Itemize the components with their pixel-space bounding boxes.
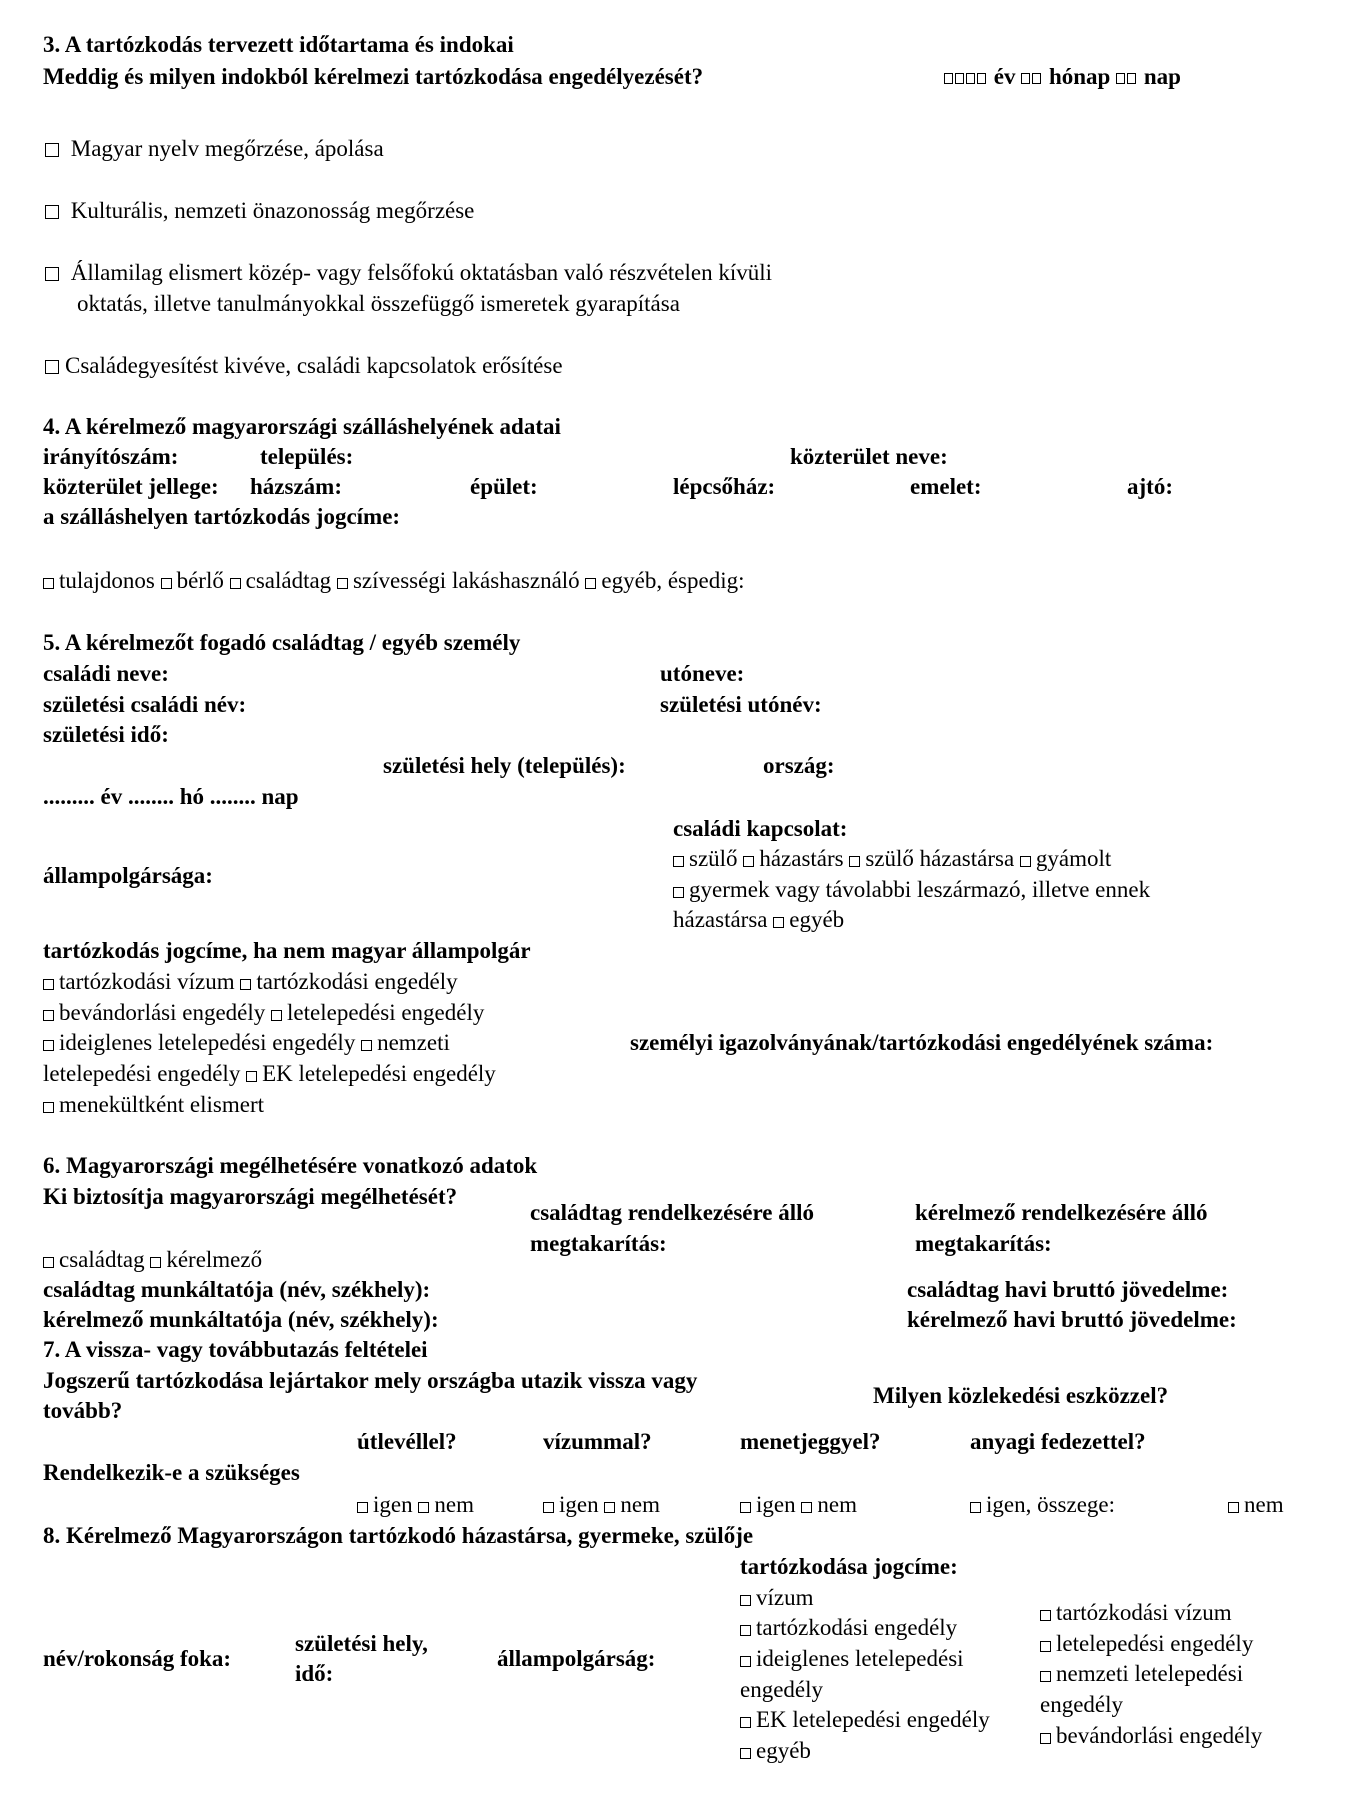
s7-heading: 7. A vissza- vagy továbbutazás feltételei <box>43 1337 428 1362</box>
name-col-label: név/rokonság foka: <box>43 1646 232 1671</box>
checkbox[interactable] <box>740 1595 751 1606</box>
checkbox[interactable] <box>45 360 59 374</box>
checkbox[interactable] <box>543 1502 554 1513</box>
birth-given-name-label: születési utónév: <box>660 692 822 717</box>
checkbox[interactable] <box>45 143 59 157</box>
transport-label: Milyen közlekedési eszközzel? <box>873 1383 1169 1408</box>
month-label: hónap <box>1048 64 1111 89</box>
checkbox[interactable] <box>150 1257 161 1268</box>
checkbox[interactable] <box>849 856 860 867</box>
reason-2[interactable] <box>45 198 474 224</box>
residence-line-3 <box>43 1030 450 1056</box>
app-employer-label: kérelmező munkáltatója (név, székhely): <box>43 1307 439 1332</box>
checkbox[interactable] <box>361 1040 372 1051</box>
s8-left-opt-1 <box>740 1585 814 1611</box>
checkbox[interactable] <box>1040 1641 1051 1652</box>
floor-label: emelet: <box>910 474 982 499</box>
checkbox[interactable] <box>773 917 784 928</box>
checkbox[interactable] <box>1020 856 1031 867</box>
fam-savings-2: megtakarítás: <box>530 1231 667 1256</box>
rel-parent: szülő <box>689 846 738 871</box>
res-temp-settlement: ideiglenes letelepedési engedély <box>59 1030 356 1055</box>
birth-date-label: születési idő: <box>43 722 169 747</box>
year-label: év <box>993 64 1016 89</box>
street-type-label: közterület jellege: <box>43 474 219 499</box>
s5-heading: 5. A kérelmezőt fogadó családtag / egyéb személy <box>43 630 521 655</box>
month-boxes[interactable] <box>1021 64 1043 89</box>
checkbox[interactable] <box>43 1102 54 1113</box>
relationship-label: családi kapcsolat: <box>673 816 848 841</box>
funds-yes-amount: igen, összege: <box>986 1492 1116 1517</box>
birth-col-2: idő: <box>295 1661 334 1686</box>
checkbox[interactable] <box>740 1656 751 1667</box>
s8-right-opt-3 <box>1040 1661 1243 1687</box>
city-label: település: <box>260 444 354 469</box>
s7-question-2: tovább? <box>43 1398 123 1423</box>
res-permit: tartózkodási engedély <box>256 969 458 994</box>
reason-4[interactable] <box>45 353 563 379</box>
checkbox[interactable] <box>673 856 684 867</box>
s4-heading: 4. A kérelmező magyarországi szálláshelyének adatai <box>43 414 561 439</box>
res-visa: tartózkodási vízum <box>59 969 235 994</box>
checkbox[interactable] <box>43 1010 54 1021</box>
checkbox[interactable] <box>418 1502 429 1513</box>
checkbox[interactable] <box>1040 1733 1051 1744</box>
visa-yes: igen <box>559 1492 599 1517</box>
opt-settlement: letelepedési engedély <box>1056 1631 1254 1656</box>
funds-no: nem <box>1244 1492 1284 1517</box>
checkbox[interactable] <box>801 1502 812 1513</box>
res-immigration: bevándorlási engedély <box>59 1000 266 1025</box>
residence-line-4 <box>43 1061 496 1087</box>
s3-heading: 3. A tartózkodás tervezett időtartama és indokai <box>43 32 514 57</box>
checkbox[interactable] <box>740 1625 751 1636</box>
opt-other: egyéb, éspedig: <box>601 568 745 593</box>
app-income-label: kérelmező havi bruttó jövedelme: <box>907 1307 1237 1332</box>
has-needed-label: Rendelkezik-e a szükséges <box>43 1460 300 1485</box>
opt-ek-settlement: EK letelepedési engedély <box>756 1707 990 1732</box>
s8-right-opt-4 <box>1040 1723 1262 1749</box>
reason-3-cont: oktatás, illetve tanulmányokkal összefüggő ismeretek gyarapítása <box>77 291 680 316</box>
fam-employer-label: családtag munkáltatója (név, székhely): <box>43 1277 431 1302</box>
s7-question-1: Jogszerű tartózkodása lejártakor mely országba utazik vissza vagy <box>43 1368 698 1393</box>
ticket-label: menetjeggyel? <box>740 1429 881 1454</box>
checkbox[interactable] <box>271 1010 282 1021</box>
residence-line-1 <box>43 969 458 995</box>
res-refugee: menekültként elismert <box>59 1092 265 1117</box>
fam-income-label: családtag havi bruttó jövedelme: <box>907 1277 1229 1302</box>
duration-fields <box>944 64 1181 90</box>
checkbox[interactable] <box>740 1717 751 1728</box>
checkbox[interactable] <box>357 1502 368 1513</box>
ticket-no: nem <box>817 1492 857 1517</box>
door-label: ajtó: <box>1127 474 1173 499</box>
checkbox[interactable] <box>673 887 684 898</box>
opt-other: egyéb <box>756 1738 811 1763</box>
passport-options <box>357 1492 474 1518</box>
opt-national-settlement: nemzeti letelepedési <box>1056 1661 1244 1686</box>
reason-3-label: Államilag elismert közép- vagy felsőfokú oktatásban való részvételen kívüli <box>70 260 773 285</box>
family-name-label: családi neve: <box>43 661 169 686</box>
checkbox[interactable] <box>43 578 54 589</box>
s8-left-opt-3-cont: engedély <box>740 1677 824 1702</box>
opt-tenant: bérlő <box>176 568 224 593</box>
checkbox[interactable] <box>240 979 251 990</box>
s8-right-opt-2 <box>1040 1631 1253 1657</box>
citizenship-label: állampolgársága: <box>43 863 213 888</box>
reason-1-label: Magyar nyelv megőrzése, ápolása <box>70 136 384 161</box>
reason-1[interactable] <box>45 136 384 162</box>
checkbox[interactable] <box>740 1502 751 1513</box>
staircase-label: lépcsőház: <box>673 474 776 499</box>
checkbox[interactable] <box>43 979 54 990</box>
zip-label: irányítószám: <box>43 444 179 469</box>
visa-label: vízummal? <box>543 1429 652 1454</box>
s8-left-opt-3 <box>740 1646 964 1672</box>
opt-visa: vízum <box>756 1585 814 1610</box>
legal-title-label: a szálláshelyen tartózkodás jogcíme: <box>43 504 401 529</box>
birth-place-label: születési hely (település): <box>383 753 626 778</box>
res-ek: EK letelepedési engedély <box>262 1061 496 1086</box>
s3-question: Meddig és milyen indokból kérelmezi tartózkodása engedélyezését? <box>43 64 704 89</box>
s8-left-opt-4 <box>740 1707 990 1733</box>
opt-owner: tulajdonos <box>59 568 155 593</box>
app-savings-2: megtakarítás: <box>915 1231 1052 1256</box>
relationship-line-2 <box>673 877 1150 903</box>
relationship-line-1 <box>673 846 1111 872</box>
checkbox[interactable] <box>740 1748 751 1759</box>
given-name-label: utóneve: <box>660 661 745 686</box>
rel-other: egyéb <box>789 907 845 932</box>
passport-no: nem <box>434 1492 474 1517</box>
ticket-yes: igen <box>756 1492 796 1517</box>
opt-family: családtag <box>245 568 332 593</box>
checkbox[interactable] <box>45 205 59 219</box>
opt-favor: szívességi lakáshasználó <box>352 568 580 593</box>
opt-residence-permit: tartózkodási engedély <box>756 1615 958 1640</box>
s8-left-opt-5 <box>740 1738 811 1764</box>
residence-line-2 <box>43 1000 484 1026</box>
checkbox[interactable] <box>1040 1671 1051 1682</box>
checkbox[interactable] <box>743 856 754 867</box>
s6-heading: 6. Magyarországi megélhetésére vonatkozó adatok <box>43 1153 538 1178</box>
checkbox[interactable] <box>585 578 596 589</box>
checkbox[interactable] <box>43 1257 54 1268</box>
res-national-cont: letelepedési engedély <box>43 1061 241 1086</box>
visa-no: nem <box>620 1492 660 1517</box>
fam-savings-1: családtag rendelkezésére álló <box>530 1200 815 1225</box>
passport-yes: igen <box>373 1492 413 1517</box>
s8-heading: 8. Kérelmező Magyarországon tartózkodó házastársa, gyermeke, szülője <box>43 1523 754 1548</box>
date-line: ......... év ........ hó ........ nap <box>43 784 299 809</box>
checkbox[interactable] <box>1228 1502 1239 1513</box>
s8-left-opt-2 <box>740 1615 957 1641</box>
app-savings-1: kérelmező rendelkezésére álló <box>915 1200 1208 1225</box>
country-label: ország: <box>763 753 835 778</box>
lodging-options <box>43 568 745 594</box>
relationship-line-3 <box>673 907 844 933</box>
funds-no-option <box>1228 1492 1284 1518</box>
s8-right-opt-3-cont: engedély <box>1040 1692 1124 1717</box>
checkbox[interactable] <box>337 578 348 589</box>
provider-applicant: kérelmező <box>166 1247 263 1272</box>
residence-title-label: tartózkodás jogcíme, ha nem magyar állampolgár <box>43 938 531 963</box>
citizenship-col-label: állampolgárság: <box>497 1646 656 1671</box>
s8-right-opt-1 <box>1040 1600 1232 1626</box>
building-label: épület: <box>470 474 538 499</box>
res-national: nemzeti <box>377 1030 450 1055</box>
title-col-label: tartózkodása jogcíme: <box>740 1554 958 1579</box>
checkbox[interactable] <box>43 1040 54 1051</box>
rel-descendant: gyermek vagy távolabbi leszármazó, illetve ennek <box>689 877 1151 902</box>
checkbox[interactable] <box>1040 1610 1051 1621</box>
funds-label: anyagi fedezettel? <box>970 1429 1146 1454</box>
reason-2-label: Kulturális, nemzeti önazonosság megőrzése <box>70 198 475 223</box>
birth-col-1: születési hely, <box>295 1631 428 1656</box>
checkbox[interactable] <box>246 1071 257 1082</box>
reason-4-label: Családegyesítést kivéve, családi kapcsolatok erősítése <box>65 353 563 378</box>
birth-family-name-label: születési családi név: <box>43 692 247 717</box>
checkbox[interactable] <box>45 267 59 281</box>
rel-ward: gyámolt <box>1035 846 1112 871</box>
s6-question: Ki biztosítja magyarországi megélhetését? <box>43 1184 458 1209</box>
opt-temp-settlement: ideiglenes letelepedési <box>756 1646 964 1671</box>
residence-line-5 <box>43 1092 264 1118</box>
opt-immigration: bevándorlási engedély <box>1056 1723 1263 1748</box>
day-label: nap <box>1143 64 1181 89</box>
provider-options <box>43 1247 262 1273</box>
checkbox[interactable] <box>970 1502 981 1513</box>
day-boxes[interactable] <box>1116 64 1138 89</box>
provider-family: családtag <box>59 1247 145 1272</box>
checkbox[interactable] <box>230 578 241 589</box>
passport-label: útlevéllel? <box>357 1429 457 1454</box>
visa-options <box>543 1492 660 1518</box>
street-name-label: közterület neve: <box>790 444 948 469</box>
funds-yes-option <box>970 1492 1115 1518</box>
house-no-label: házszám: <box>250 474 342 499</box>
opt-residence-visa: tartózkodási vízum <box>1056 1600 1232 1625</box>
rel-parent-spouse: szülő házastársa <box>865 846 1015 871</box>
checkbox[interactable] <box>604 1502 615 1513</box>
rel-spouse: házastárs <box>759 846 844 871</box>
ticket-options <box>740 1492 857 1518</box>
year-boxes[interactable] <box>944 64 988 89</box>
id-number-label: személyi igazolványának/tartózkodási engedélyének száma: <box>630 1030 1214 1055</box>
checkbox[interactable] <box>161 578 172 589</box>
reason-3[interactable] <box>45 260 772 286</box>
res-settlement: letelepedési engedély <box>287 1000 485 1025</box>
rel-descendant-spouse: házastársa <box>673 907 768 932</box>
